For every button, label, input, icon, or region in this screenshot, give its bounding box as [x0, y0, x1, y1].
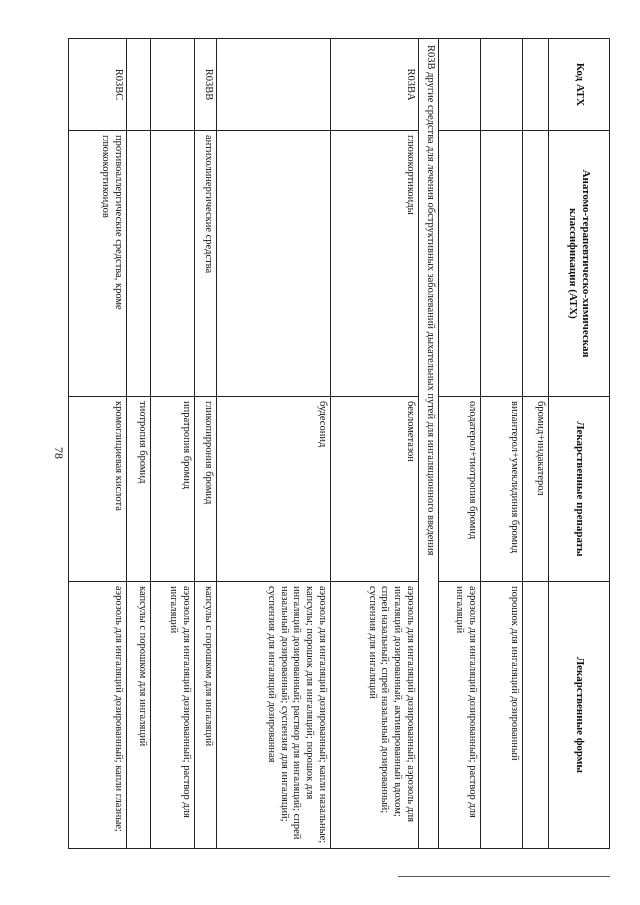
cell-drug: олодатерол+тиотропия бромид — [439, 397, 481, 582]
cell-drug: бромид+индакатерол — [523, 397, 549, 582]
cell-form: порошок для ингаляций дозированный — [481, 582, 523, 849]
table-row — [523, 39, 549, 849]
cell-code: R03BC — [69, 39, 127, 131]
header-code: Код АТХ — [549, 39, 610, 131]
cell-form: аэрозоль для ингаляций дозированный; капли глазные; — [69, 582, 127, 849]
cell-classification — [481, 131, 523, 397]
cell-classification: глюкокортикоиды — [331, 131, 419, 397]
table-header-row — [549, 39, 610, 849]
cell-drug: тиотропия бромид — [127, 397, 151, 582]
table-wrapper — [66, 38, 610, 848]
header-drugs: Лекарственные препараты — [549, 397, 610, 582]
table-row — [439, 39, 481, 849]
cell-form: аэрозоль для ингаляций дозированный; раствор для ингаляций — [151, 582, 195, 849]
table-row — [481, 39, 523, 849]
cell-classification: противоаллергические средства, кроме глюкокортикоидов — [69, 131, 127, 397]
cell-classification — [439, 131, 481, 397]
header-forms: Лекарственные формы — [549, 582, 610, 849]
cell-classification — [127, 131, 151, 397]
cell-classification — [523, 131, 549, 397]
cell-form: аэрозоль для ингаляций дозированный; раствор для ингаляций — [439, 582, 481, 849]
cell-classification — [217, 131, 331, 397]
cell-drug: кромоглициевая кислота — [69, 397, 127, 582]
table-row — [195, 39, 217, 849]
cell-drug: будесонид — [217, 397, 331, 582]
cell-form: аэрозоль для ингаляций дозированный; капли назальные; капсулы; порошок для ингаляций; порошок для ингаляций дозированный; раствор для ингаляций; спрей назальный дозированный; суспензия для ингаляций; суспензия для ингаляций дозированная — [217, 582, 331, 849]
cell-form: капсулы с порошком для ингаляций — [195, 582, 217, 849]
bottom-divider — [398, 876, 610, 877]
page-number: 78 — [52, 447, 66, 459]
section-row — [419, 39, 439, 849]
table-row — [217, 39, 331, 849]
cell-code — [217, 39, 331, 131]
cell-form — [523, 582, 549, 849]
rotated-table — [66, 38, 610, 848]
table-row — [331, 39, 419, 849]
header-classification: Анатомо-терапевтическо-химическая классификация (АТХ) — [549, 131, 610, 397]
cell-drug: вилантерол+умеклидиния бромид — [481, 397, 523, 582]
cell-code — [439, 39, 481, 131]
cell-code — [481, 39, 523, 131]
table-row — [127, 39, 151, 849]
cell-code — [127, 39, 151, 131]
table-row — [151, 39, 195, 849]
cell-form: аэрозоль для ингаляций дозированный; аэрозоль для ингаляций дозированный, активированный вдохом; спрей назальный; спрей назальный дозированный; суспензия для ингаляций — [331, 582, 419, 849]
cell-drug: гликопиррония бромид — [195, 397, 217, 582]
cell-drug: ипратропия бромид — [151, 397, 195, 582]
cell-code: R03BA — [331, 39, 419, 131]
section-title: R03B другие средства для лечения обструктивных заболеваний дыхательных путей для ингаляционного введения — [419, 39, 439, 849]
table-row — [69, 39, 127, 849]
atc-drug-table — [68, 38, 610, 849]
cell-drug: беклометазон — [331, 397, 419, 582]
cell-form: капсулы с порошком для ингаляций — [127, 582, 151, 849]
cell-classification — [151, 131, 195, 397]
cell-classification: антихолинергические средства — [195, 131, 217, 397]
cell-code — [151, 39, 195, 131]
cell-code — [523, 39, 549, 131]
cell-code: R03BB — [195, 39, 217, 131]
